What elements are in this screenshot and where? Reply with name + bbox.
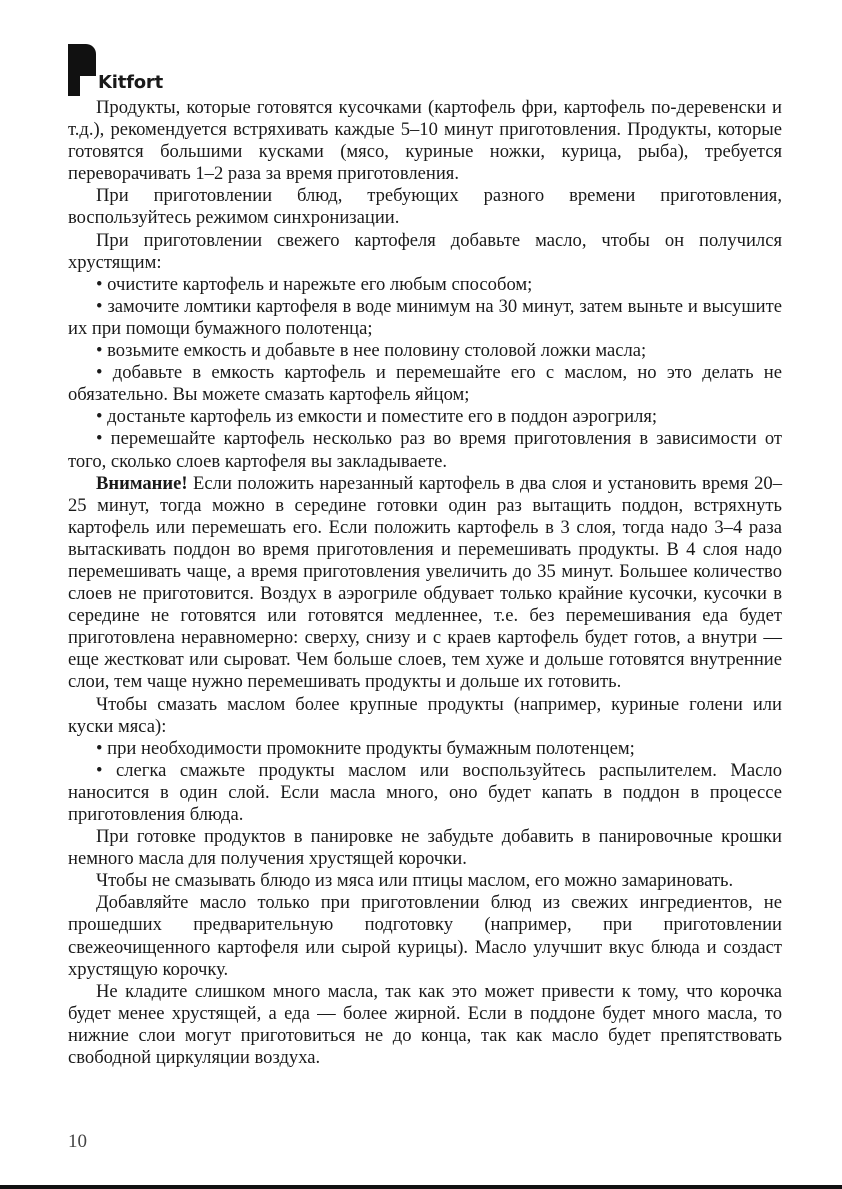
bullet-item: • при необходимости промокните продукты бумажным полотенцем;: [96, 737, 635, 759]
paragraph: При приготовлении свежего картофеля добавьте масло, чтобы он получился хрустящим:: [68, 229, 782, 273]
bullet-item: • слегка смажьте продукты маслом или воспользуйтесь распылителем. Масло наносится в один слой. Если масла много, оно будет капать в поддон в процессе приготовления блюда.: [68, 759, 782, 825]
paragraph: Продукты, которые готовятся кусочками (картофель фри, картофель по-деревенски и т.д.), рекомендуется встряхивать каждые 5–10 минут приготовления. Продукты, которые готовятся большими кусками (мясо, куриные ножки, курица, рыба), требуется переворачивать 1–2 раза за время приготовления.: [68, 97, 782, 185]
document-body: [68, 97, 782, 1069]
bullet-item: • перемешайте картофель несколько раз во время приготовления в зависимости от того, сколько слоев картофеля вы закладываете.: [68, 428, 782, 472]
page-number: 10: [68, 1131, 87, 1152]
bullet-item: • добавьте в емкость картофель и перемешайте его с маслом, но это делать не обязательно. Вы можете смазать картофель яйцом;: [68, 362, 782, 406]
paragraph: Добавляйте масло только при приготовлении блюд из свежих ингредиентов, не прошедших предварительную подготовку (например, при приготовлении свежеочищенного картофеля или сырой курицы). Масло улучшит вкус блюда и создаст хрустящую корочку.: [68, 892, 782, 980]
bullet-item: • очистите картофель и нарежьте его любым способом;: [96, 273, 533, 295]
warning-paragraph: Внимание! Если положить нарезанный картофель в два слоя и установить время 20–25 минут, тогда можно в середине готовки один раз вытащить поддон, встряхнуть картофель или перемешать его. Если положить картофель в 3 слоя, тогда надо 3–4 раза вытаскивать поддон во время приготовления и перемешивать продукты. В 4 слоя надо перемешивать чаще, а время приготовления увеличить до 35 минут. Большее количество слоев не приготовится. Воздух в аэрогриле обдувает только крайние кусочки, кусочки в середине не готовятся или готовятся медленнее, т.е. без перемешивания еда будет приготовлена неравномерно: сверху, снизу и с краев картофель будет готов, а внутри — еще жестковат или сыроват. Чем больше слоев, тем хуже и дольше готовятся внутренние слои, тем чаще нужно перемешивать продукты и дольше их готовить.: [68, 472, 782, 693]
brand-name: Kitfort: [98, 72, 164, 93]
paragraph: При приготовлении блюд, требующих разного времени приготовления, воспользуйтесь режимом синхронизации.: [68, 185, 782, 229]
brand-logo: [68, 44, 208, 96]
bullet-item: • замочите ломтики картофеля в воде минимум на 30 минут, затем выньте и высушите их при помощи бумажного полотенца;: [68, 295, 782, 339]
paragraph: При готовке продуктов в панировке не забудьте добавить в панировочные крошки немного масла для получения хрустящей корочки.: [68, 826, 782, 870]
warning-label: Внимание!: [96, 472, 188, 494]
bullet-item: • достаньте картофель из емкости и поместите его в поддон аэрогриля;: [96, 406, 658, 428]
paragraph: Чтобы не смазывать блюдо из мяса или птицы маслом, его можно замариновать.: [96, 870, 734, 892]
bottom-rule: [0, 1185, 842, 1189]
bullet-item: • возьмите емкость и добавьте в нее половину столовой ложки масла;: [96, 340, 647, 362]
paragraph: Не кладите слишком много масла, так как это может привести к тому, что корочка будет менее хрустящей, а еда — более жирной. Если в поддоне будет много масла, то нижние слои могут приготовиться не до конца, так как масло будет препятствовать свободной циркуляции воздуха.: [68, 980, 782, 1069]
kitfort-logo-mark-icon: [68, 44, 96, 96]
paragraph: Чтобы смазать маслом более крупные продукты (например, куриные голени или куски мяса):: [68, 693, 782, 737]
